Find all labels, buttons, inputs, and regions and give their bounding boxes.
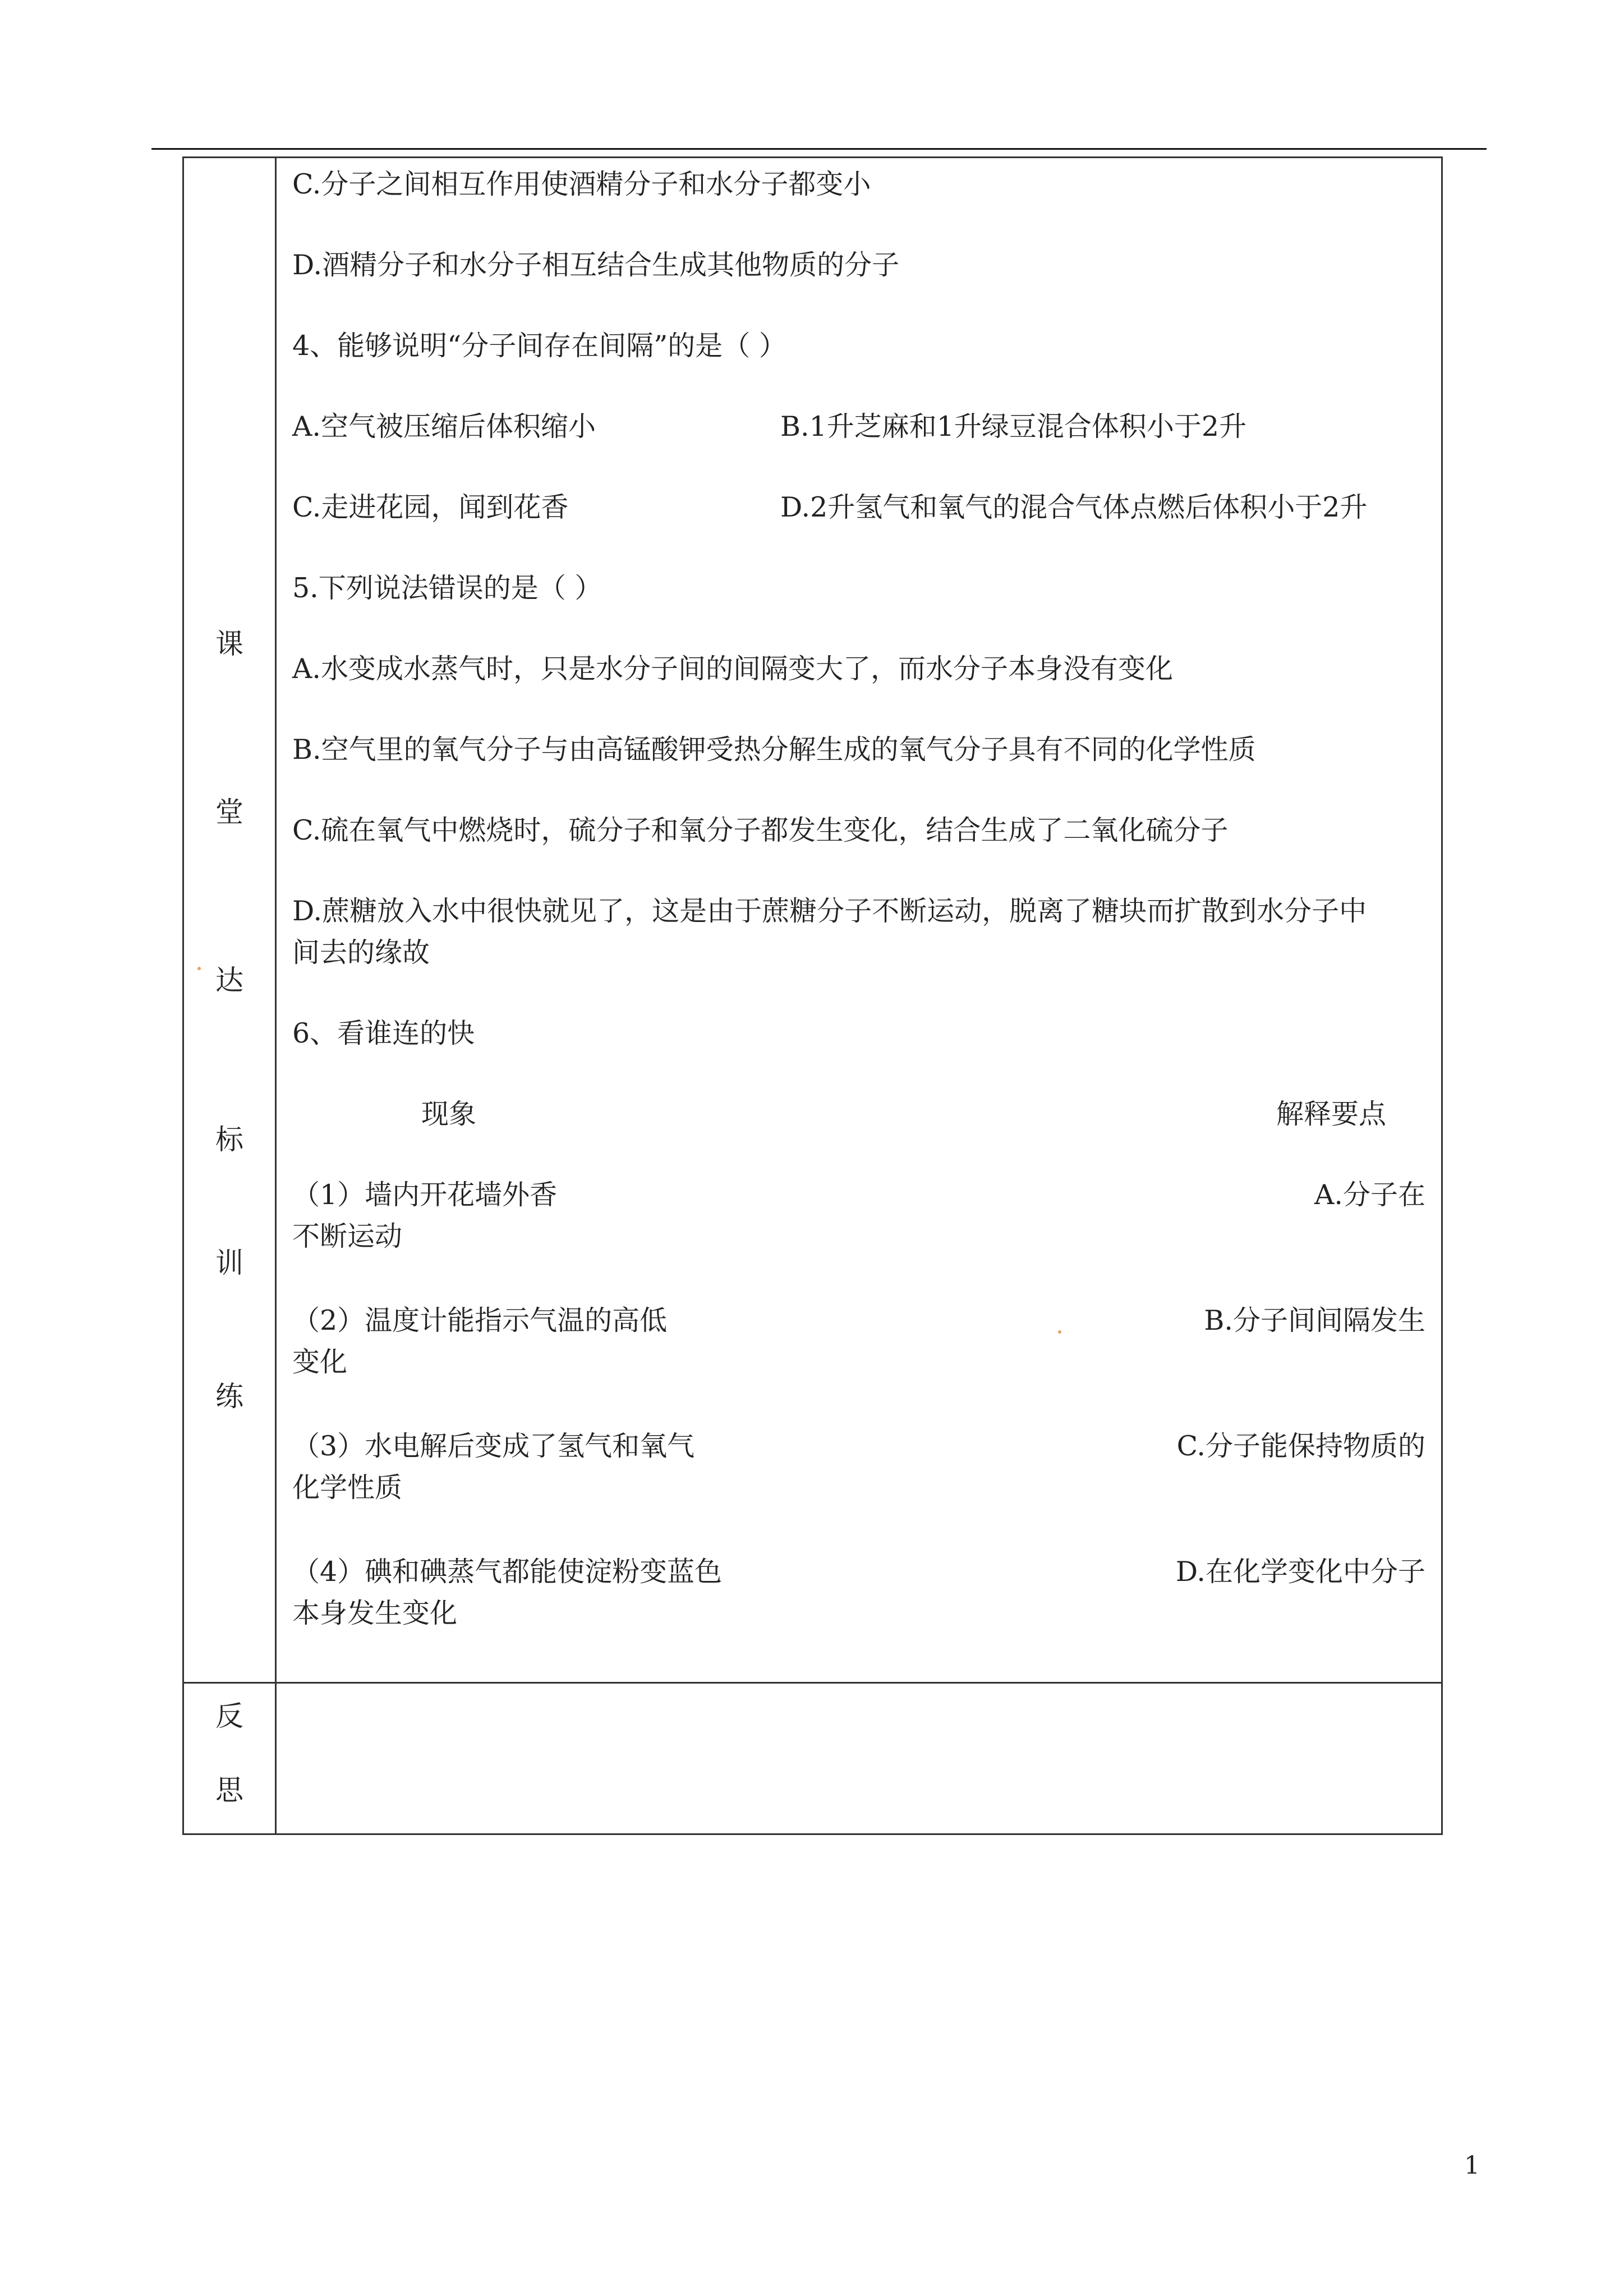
q5-option-c: C.硫在氧气中燃烧时，硫分子和氧分子都发生变化，结合生成了二氧化硫分子 [292,814,1229,846]
scan-speck [197,967,201,970]
q6-col-explanation: 解释要点 [1276,1098,1386,1130]
q4-option-b: B.1升芝麻和1升绿豆混合体积小于2升 [780,411,1247,442]
q3-option-c: C.分子之间相互作用使酒精分子和水分子都变小 [292,168,871,200]
q6-item-explanation: C.分子能保持物质的 [1176,1430,1425,1462]
q5-option-d-line2: 间去的缘故 [292,937,430,969]
q5-stem: 5.下列说法错误的是（ ） [292,572,602,604]
reflection-content [276,1683,1442,1834]
reflection-row [183,1683,1442,1834]
q5-option-b: B.空气里的氧气分子与由高锰酸钾受热分解生成的氧气分子具有不同的化学性质 [292,734,1256,766]
q4-option-c: C.走进花园，闻到花香 [292,491,569,523]
q6-stem: 6、看谁连的快 [292,1017,475,1049]
side-char: 达 [215,964,243,997]
q6-item-explanation: D.在化学变化中分子 [1175,1556,1425,1588]
side-char: 反 [215,1700,243,1732]
q4-options-cd [292,487,1425,528]
q6-item-explanation-tail: 化学性质 [292,1472,403,1504]
page-number: 1 [1464,2151,1480,2180]
q6-item-phenomenon: （3）水电解后变成了氢气和氧气 [292,1430,695,1462]
q5-option-a: A.水变成水蒸气时，只是水分子间的间隔变大了，而水分子本身没有变化 [292,653,1173,685]
q6-item [292,1426,1425,1509]
q6-item-explanation: A.分子在 [1314,1179,1425,1211]
q6-item [292,1551,1425,1634]
side-char: 训 [215,1247,243,1279]
q6-column-headers [292,1094,1425,1135]
q6-col-phenomenon: 现象 [421,1098,477,1130]
q6-item-explanation: B.分子间间隔发生 [1204,1304,1425,1336]
q6-item-explanation-tail: 不断运动 [292,1220,403,1252]
q4-options-ab [292,406,1425,448]
q4-option-a: A.空气被压缩后体积缩小 [292,411,596,442]
q6-item-phenomenon: （1）墙内开花墙外香 [292,1179,558,1211]
q5-option-d [292,891,1425,974]
side-char: 标 [215,1123,243,1156]
q3-option-d: D.酒精分子和水分子相互结合生成其他物质的分子 [292,249,900,281]
side-char: 思 [215,1774,243,1806]
q4-stem: 4、能够说明“分子间存在间隔”的是（ ） [292,330,786,362]
practice-side-label [183,158,276,1683]
side-char: 练 [215,1380,243,1413]
reflection-side-label [183,1683,276,1834]
practice-content [276,158,1442,1683]
q6-item-explanation-tail: 变化 [292,1346,348,1378]
q6-item [292,1174,1425,1257]
q6-item-explanation-tail: 本身发生变化 [292,1597,458,1629]
side-char: 堂 [215,796,243,828]
worksheet-table [182,156,1443,1835]
q6-item [292,1300,1425,1383]
practice-row [183,158,1442,1683]
q5-option-d-line1: D.蔗糖放入水中很快就见了，这是由于蔗糖分子不断运动，脱离了糖块而扩散到水分子中 [292,895,1367,927]
q6-item-phenomenon: （4）碘和碘蒸气都能使淀粉变蓝色 [292,1556,723,1588]
side-char: 课 [215,628,243,660]
q6-item-phenomenon: （2）温度计能指示气温的高低 [292,1304,668,1336]
q4-option-d: D.2升氢气和氧气的混合气体点燃后体积小于2升 [780,491,1368,523]
header-rule [151,148,1487,150]
scan-speck [1058,1330,1061,1334]
